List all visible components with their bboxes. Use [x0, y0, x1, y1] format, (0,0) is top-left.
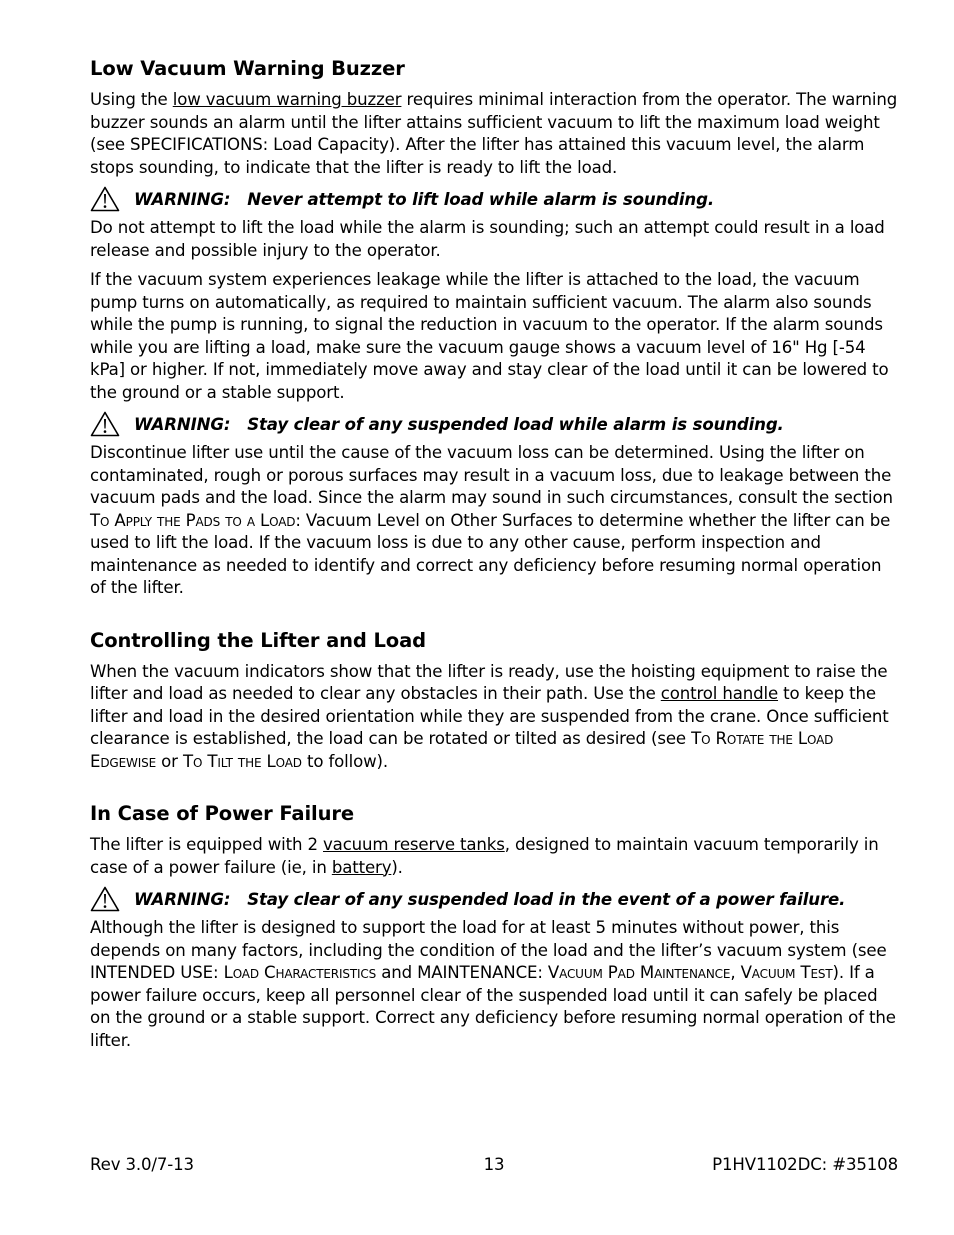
warning-text: WARNING: Stay clear of any suspended load while alarm is sounding. — [134, 414, 784, 434]
section-reference: To Rotate the Load Edgewise — [90, 729, 834, 771]
term-control-handle: control handle — [660, 684, 779, 703]
paragraph-vacuum-loss: Discontinue lifter use until the cause of the vacuum loss can be determined. Using the lifter on contaminated, rough or porous surfaces may result in a vacuum loss, due to leakage between the vacuum pads and the load. Since the alarm may sound in such circumstances, consult the section To Apply the Pads to a Load: Vacuum Level on Other Surfaces to determine whether the lifter can be used to lift the load. If the vacuum loss is due to any other cause, perform inspection and maintenance as needed to identify and correct any deficiency before resuming normal operation of the lifter. — [90, 443, 893, 597]
section-reference: Vacuum Pad Maintenance — [547, 963, 731, 982]
footer-revision: Rev 3.0/7-13 — [90, 1155, 194, 1174]
warning-lift-while-alarm — [90, 186, 898, 212]
warning-stay-clear-alarm — [90, 411, 898, 437]
term-low-vacuum-warning-buzzer: low vacuum warning buzzer — [172, 90, 402, 109]
section-title-controlling-lifter: Controlling the Lifter and Load — [90, 628, 426, 652]
section-title-low-vacuum-buzzer: Low Vacuum Warning Buzzer — [90, 57, 405, 80]
section-reference: Vacuum Test — [740, 963, 833, 982]
section-reference: Load Characteristics — [223, 963, 377, 982]
paragraph-load-release: Do not attempt to lift the load while the alarm is sounding; such an attempt could result in a load release and possible injury to the operator. — [90, 218, 885, 260]
paragraph-reserve-tanks: The lifter is equipped with 2 vacuum reserve tanks, designed to maintain vacuum temporarily in case of a power failure (ie, in battery). — [90, 835, 879, 877]
warning-triangle-icon — [90, 411, 120, 437]
page-footer — [90, 1155, 898, 1179]
section-title-power-failure: In Case of Power Failure — [90, 802, 355, 825]
paragraph-vacuum-leakage: If the vacuum system experiences leakage while the lifter is attached to the load, the vacuum pump turns on automatically, as required to maintain sufficient vacuum. The alarm also sounds while the pump is running, to signal the reduction in vacuum to the operator. If the alarm sounds while you are lifting a load, make sure the vacuum gauge shows a vacuum level of 16" Hg [-54 kPa] or higher. If not, immediately move away and stay clear of the load until it can be lowered to the ground or a stable support. — [90, 270, 889, 402]
paragraph-power-failure: Although the lifter is designed to support the load for at least 5 minutes without power, this depends on many factors, including the condition of the load and the lifter’s vacuum system (see INTENDED USE: Load Characteristics and MAINTENANCE: Vacuum Pad Maintenance, Vacuum Test). If a power failure occurs, keep all personnel clear of the suspended load until it can safely be placed on the ground or a stable support. Correct any deficiency before resuming normal operation of the lifter. — [90, 918, 896, 1050]
warning-text: WARNING: Stay clear of any suspended load in the event of a power failure. — [134, 889, 846, 909]
warning-triangle-icon — [90, 886, 120, 912]
section-reference: To Tilt the Load — [182, 751, 302, 771]
paragraph-buzzer-intro: Using the low vacuum warning buzzer requires minimal interaction from the operator. The warning buzzer sounds an alarm until the lifter attains sufficient vacuum to lift the maximum load weight (see SPECIFICATIONS: Load Capacity). After the lifter has attained this vacuum level, the alarm stops sounding, to indicate that the lifter is ready to lift the load. — [90, 90, 898, 177]
page-content — [90, 56, 898, 1059]
term-vacuum-reserve-tanks: vacuum reserve tanks — [323, 835, 505, 854]
warning-power-failure — [90, 886, 898, 912]
section-reference: To Apply the Pads to a Load — [90, 510, 296, 530]
footer-document-id: P1HV1102DC: #35108 — [712, 1155, 898, 1174]
warning-triangle-icon — [90, 186, 120, 212]
term-battery: battery — [331, 857, 392, 877]
footer-page-number: 13 — [483, 1155, 505, 1174]
warning-text: WARNING: Never attempt to lift load while alarm is sounding. — [134, 189, 714, 209]
paragraph-controlling: When the vacuum indicators show that the lifter is ready, use the hoisting equipment to raise the lifter and load as needed to clear any obstacles in their path. Use the control handle to keep the lifter and load in the desired orientation while they are suspended from the crane. Once sufficient clearance is established, the load can be rotated or tilted as desired (see To Rotate the Load Edgewise or To Tilt the Load to follow). — [90, 661, 889, 771]
